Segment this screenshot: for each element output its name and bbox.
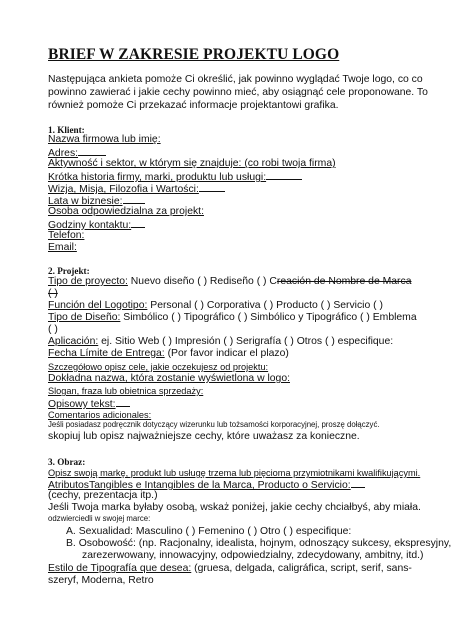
options-text: (Por favor indicar el plazo) [167,348,289,359]
field-label: Estilo de Tipografía que desea: [48,563,192,574]
answer-blank [78,146,106,156]
comments-note: Jeśli posiadasz podręcznik dotyczący wizerunku lub tożsamości korporacyjnej, proszę dołączyć. [48,420,380,429]
options-text: Nuevo diseño ( ) Rediseño ( ) C [130,276,277,287]
field-phone [48,230,84,242]
field-project-type-cont [48,288,58,300]
field-label: Krótka historia firmy, marki, produktu lub usługi: [48,172,267,183]
copy-note: skopiuj lub opisz najważniejsze cechy, które uważasz za konieczne. [48,431,360,442]
field-label: Tipo de Diseño: [48,312,121,323]
field-responsible [48,206,204,218]
field-label: Email: [48,242,77,253]
field-label: Lata w biznesie: [48,196,123,207]
field-typography-style-cont: szeryf, Moderna, Retro [48,575,154,586]
field-label: AtributosTangibles e Intangibles de la Marca, Producto o Servicio: [48,480,351,491]
options-text: ( ) [48,324,58,335]
struck-text: reación de Nombre de Marca [276,276,412,287]
field-logo-function [48,300,383,312]
answer-blank [266,170,302,180]
field-company-name [48,134,161,146]
options-text: Simbólico ( ) Tipográfico ( ) Simbólico y Tipográfico ( ) Emblema [123,312,417,323]
field-typography-style [48,563,412,575]
field-label: Aktywność i sektor, w którym się znajduje: (co robi twoja firma) [48,158,336,169]
field-email [48,242,77,254]
section-heading-project: 2. Projekt: [48,266,90,276]
field-label: Szczegółowo opisz cele, jakie oczekujesz od projektu: [48,362,269,372]
field-project-type [48,276,411,288]
field-label: Dokładna nazwa, która zostanie wyświetlona w logo: [48,373,290,384]
person-question: Jeśli Twoja marka byłaby osobą, wskaż poniżej, jakie cechy chciałbyś, aby miała. [48,502,421,513]
field-deadline [48,348,289,360]
intro-paragraph: Następująca ankieta pomoże Ci określić, jak powinno wyglądać Twoje logo, co co powinno zawierać i jakie cechy powinno mieć, aby osiągnąć cele proponowane. To również pomoże Ci przekazać informacje projektantowi grafika. [48,74,428,111]
field-label: Comentarios adicionales: [48,410,152,420]
field-label: Opisowy tekst: [48,399,116,410]
reflect-note: odzwierciedli w swojej marce: [48,514,151,523]
field-label: Slogan, fraza lub obietnica sprzedaży: [48,386,204,396]
field-label: Función del Logotipo: [48,300,148,311]
item-personality: B. Osobowość: (np. Racjonalny, idealista, hojnym, odnoszący sukcesy, ekspresyjny, [66,538,452,549]
section-heading-client: 1. Klient: [48,125,85,135]
options-text: Personal ( ) Corporativa ( ) Producto ( ) Servicio ( ) [150,300,383,311]
field-exact-name [48,373,290,385]
field-label: Godziny kontaktu: [48,220,132,231]
field-application [48,336,393,348]
field-activity [48,158,336,170]
field-label: Fecha Límite de Entrega: [48,348,165,359]
attributes-note: (cechy, prezentacja itp.) [48,490,158,501]
item-personality-cont: zarezerwowany, innowacyjny, odpowiedzialny, zdecydowany, ambitny, itd.) [82,550,424,561]
options-text: (gruesa, delgada, caligráfica, script, serif, sans- [194,563,412,574]
field-label: Telefon: [48,230,85,241]
field-label: Wizja, Misja, Filozofia i Wartości: [48,184,199,195]
section-heading-image: 3. Obraz: [48,457,86,467]
field-label: Opisz swoją markę, produkt lub usługę trzema lub pięcioma przymiotnikami kwalifikującymi. [48,468,421,478]
field-label: Osoba odpowiedzialna za projekt: [48,206,204,217]
field-label: Tipo de proyecto: [48,276,128,287]
page-title: BRIEF W ZAKRESIE PROJEKTU LOGO [48,46,340,63]
options-text: ( ) [48,288,58,299]
answer-blank [131,218,145,228]
item-sexuality: A. Sexualidad: Masculino ( ) Femenino ( ) Otro ( ) especifique: [66,526,352,537]
field-slogan [48,385,203,397]
field-label: Aplicación: [48,336,99,347]
options-text: ej. Sitio Web ( ) Impresión ( ) Serigrafía ( ) Otros ( ) especifique: [101,336,394,347]
field-design-type-cont [48,324,58,336]
answer-blank [199,182,225,192]
answer-blank [123,194,145,204]
answer-blank [351,478,365,488]
field-goals [48,361,268,373]
field-label: Nazwa firmowa lub imię: [48,134,161,145]
field-design-type [48,312,417,324]
field-label: Adres: [48,148,79,159]
answer-blank [116,397,130,407]
